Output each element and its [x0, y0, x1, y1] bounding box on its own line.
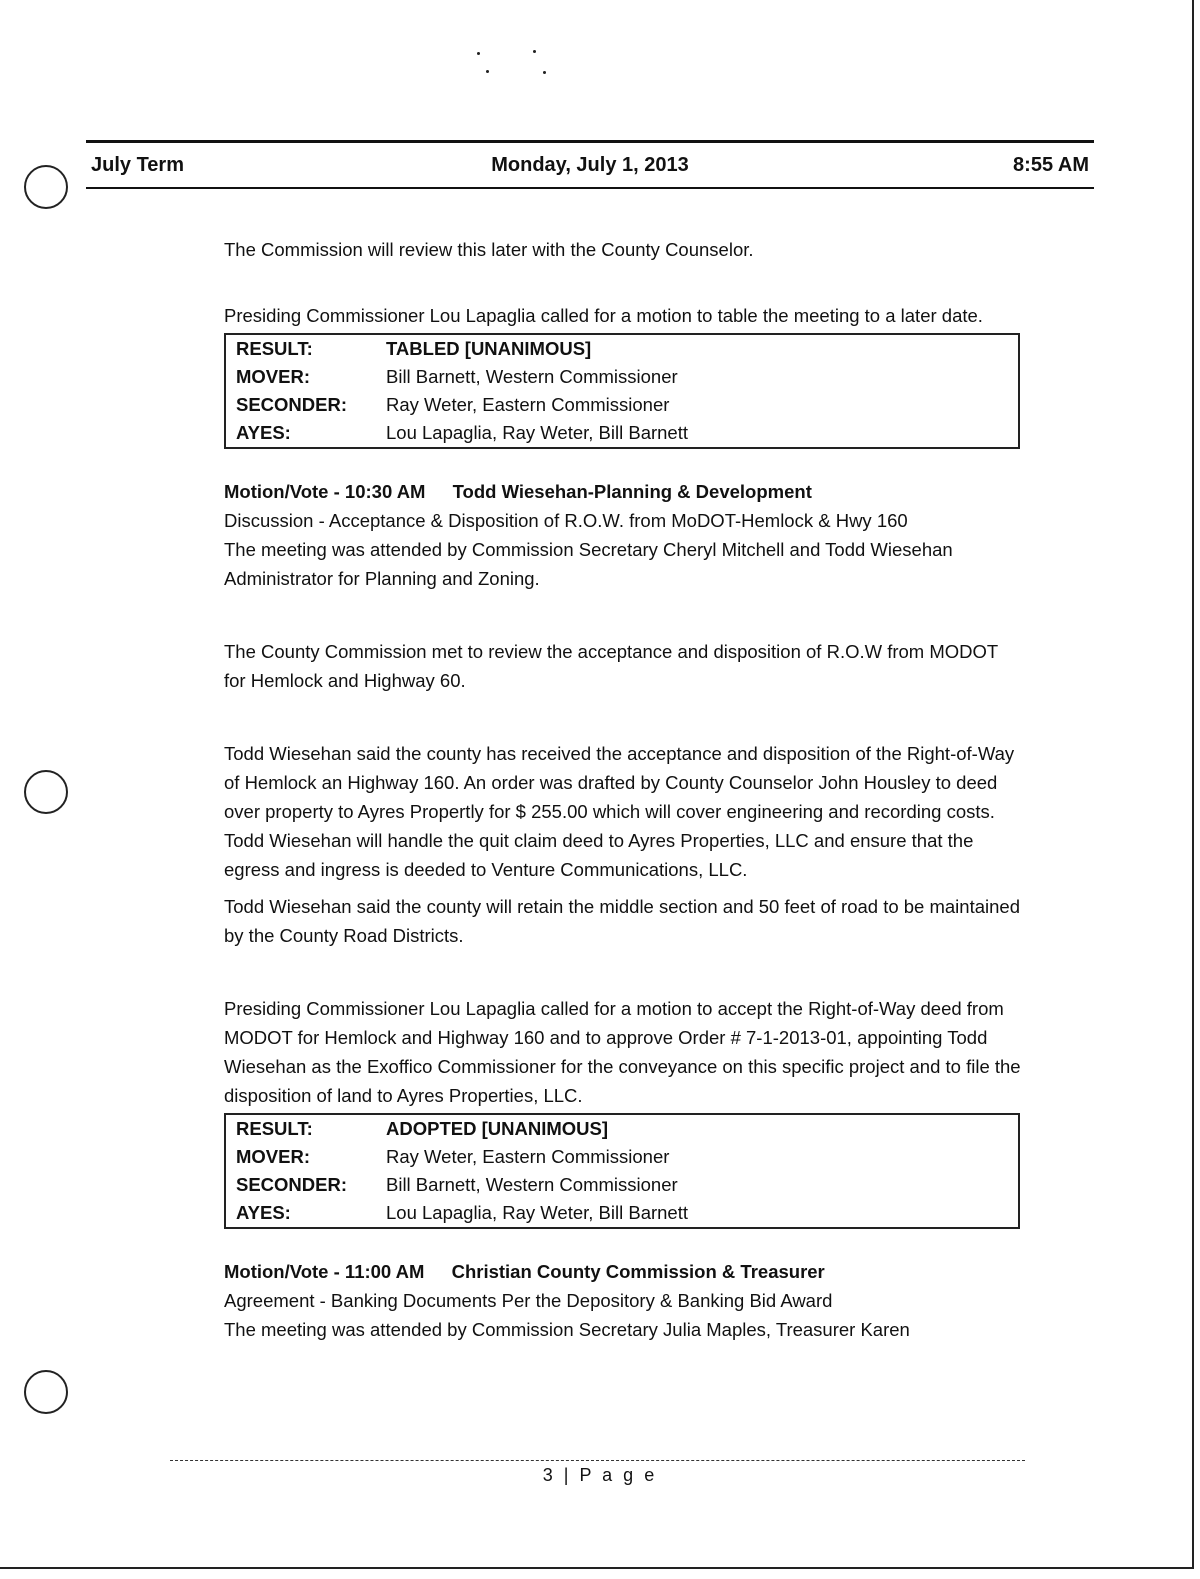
- page-header: [86, 140, 1094, 189]
- minutes-body: [224, 235, 1024, 1344]
- vote-label: AYES:: [236, 1202, 291, 1223]
- table-row: [225, 419, 1019, 448]
- vote-value: Ray Weter, Eastern Commissioner: [386, 1146, 670, 1167]
- item-subject: Todd Wiesehan-Planning & Development: [452, 481, 812, 502]
- table-row: [225, 1114, 1019, 1143]
- item-time: 11:00 AM: [344, 1261, 425, 1282]
- agenda-item-heading: [224, 477, 1024, 506]
- punch-hole-top: [24, 165, 68, 209]
- table-row: [225, 363, 1019, 391]
- vote-label: SECONDER:: [236, 394, 348, 415]
- vote-label: AYES:: [236, 422, 291, 443]
- paragraph: Todd Wiesehan said the county will retain the middle section and 50 feet of road to be maintained by the County Road Districts.: [224, 896, 1020, 946]
- vote-value: Bill Barnett, Western Commissioner: [386, 366, 678, 387]
- scan-speck: [477, 52, 480, 55]
- vote-label: SECONDER:: [236, 1174, 348, 1195]
- vote-value: Lou Lapaglia, Ray Weter, Bill Barnett: [386, 1202, 688, 1223]
- item-time: 10:30 AM: [344, 481, 426, 502]
- vote-value: Bill Barnett, Western Commissioner: [386, 1174, 678, 1195]
- item-attendance: The meeting was attended by Commission Secretary Cheryl Mitchell and Todd Wiesehan Administrator for Planning and Zoning.: [224, 539, 953, 589]
- item-attendance: The meeting was attended by Commission Secretary Julia Maples, Treasurer Karen: [224, 1319, 910, 1340]
- vote-value: TABLED [UNANIMOUS]: [386, 338, 592, 359]
- table-row: [225, 334, 1019, 363]
- punch-hole-bottom: [24, 1370, 68, 1414]
- vote-label: RESULT:: [236, 1118, 313, 1139]
- item-prefix: Motion/Vote -: [224, 481, 340, 502]
- paragraph: Presiding Commissioner Lou Lapaglia called for a motion to table the meeting to a later date.: [224, 305, 983, 326]
- paragraph: The Commission will review this later with the County Counselor.: [224, 239, 754, 260]
- table-row: [225, 391, 1019, 419]
- vote-value: Lou Lapaglia, Ray Weter, Bill Barnett: [386, 422, 688, 443]
- scan-speck: [533, 50, 536, 53]
- agenda-item-heading: [224, 1257, 1024, 1286]
- vote-label: RESULT:: [236, 338, 313, 359]
- page-edge-bottom: [0, 1567, 1194, 1569]
- vote-result-table: [224, 333, 1020, 449]
- header-term: July Term: [91, 154, 184, 176]
- paragraph: Todd Wiesehan said the county has received the acceptance and disposition of the Right-of-Way of Hemlock an Highway 160. An order was drafted by County Counselor John Housley to deed over property to Ayres Propertly for $ 255.00 which will cover engineering and recording costs. Todd Wiesehan will handle the quit claim deed to Ayres Properties, LLC and ensure that the egress and ingress is deeded to Venture Communications, LLC.: [224, 743, 1015, 880]
- page-number: 3 | P a g e: [542, 1465, 658, 1485]
- scan-speck: [486, 70, 489, 73]
- vote-value: Ray Weter, Eastern Commissioner: [386, 394, 670, 415]
- item-subject: Christian County Commission & Treasurer: [451, 1261, 825, 1282]
- vote-label: MOVER:: [236, 1146, 310, 1167]
- punch-hole-middle: [24, 770, 68, 814]
- header-date: Monday, July 1, 2013: [491, 154, 689, 176]
- footer-divider: [170, 1460, 1025, 1461]
- table-row: [225, 1199, 1019, 1228]
- item-description: Discussion - Acceptance & Disposition of R.O.W. from MoDOT-Hemlock & Hwy 160: [224, 510, 908, 531]
- table-row: [225, 1171, 1019, 1199]
- scan-speck: [543, 71, 546, 74]
- page-edge-right: [1192, 0, 1194, 1569]
- item-description: Agreement - Banking Documents Per the Depository & Banking Bid Award: [224, 1290, 833, 1311]
- table-row: [225, 1143, 1019, 1171]
- vote-label: MOVER:: [236, 366, 310, 387]
- paragraph: Presiding Commissioner Lou Lapaglia called for a motion to accept the Right-of-Way deed from MODOT for Hemlock and Highway 160 and to approve Order # 7-1-2013-01, appointing Todd Wiesehan as the Exoffico Commissioner for the conveyance on this specific project and to file the disposition of land to Ayres Properties, LLC.: [224, 998, 1021, 1106]
- paragraph: The County Commission met to review the acceptance and disposition of R.O.W from MODOT for Hemlock and Highway 60.: [224, 641, 998, 691]
- item-prefix: Motion/Vote -: [224, 1261, 340, 1282]
- header-time: 8:55 AM: [1013, 154, 1089, 176]
- vote-value: ADOPTED [UNANIMOUS]: [386, 1118, 608, 1139]
- vote-result-table: [224, 1113, 1020, 1229]
